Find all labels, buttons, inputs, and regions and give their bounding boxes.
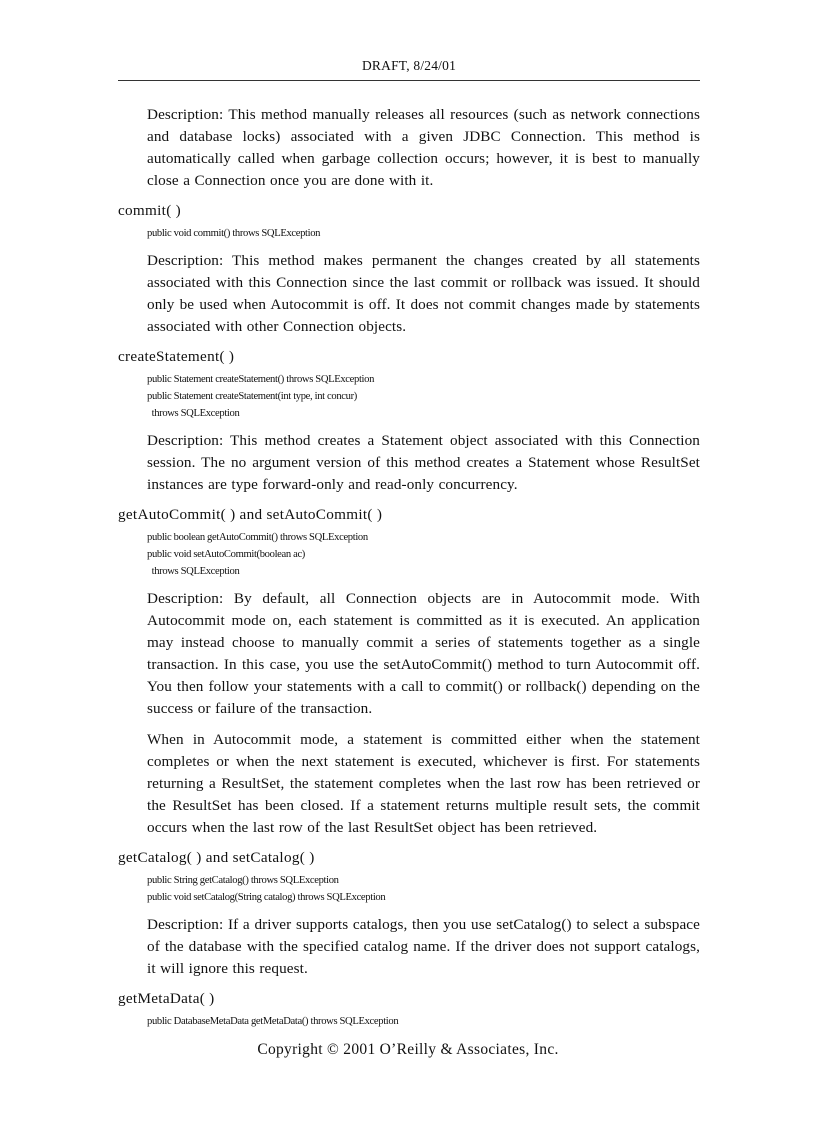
method-signature: public void commit() throws SQLException: [147, 228, 321, 239]
method-description: Description: If a driver supports catalogs, then you use setCatalog() to select a subspace of the database with the specified catalog name. If the driver does not support catalogs, it will ignore this request.: [147, 916, 700, 977]
intro-description: Description: This method manually releases all resources (such as network connections and database locks) associated with a given JDBC Connection. This method is automatically called when garbage collection occurs; however, it is best to manually close a Connection once you are done with it.: [147, 106, 700, 189]
method-getmetadata: [118, 989, 700, 1030]
method-name: getAutoCommit( ) and setAutoCommit( ): [118, 506, 383, 523]
page-header: DRAFT, 8/24/01: [118, 58, 700, 81]
method-signature: public void setAutoCommit(boolean ac): [147, 549, 305, 560]
page-body: [118, 104, 700, 1038]
method-signature: public String getCatalog() throws SQLException: [147, 875, 339, 886]
method-name: createStatement( ): [118, 348, 235, 365]
method-signature: throws SQLException: [147, 408, 240, 419]
method-signature: public boolean getAutoCommit() throws SQLException: [147, 532, 368, 543]
method-catalog: [118, 848, 700, 980]
method-description-continued: When in Autocommit mode, a statement is committed either when the statement completes or when the next statement is executed, whichever is first. For statements returning a ResultSet, the statement completes when the last row has been retrieved or the ResultSet has been closed. If a statement returns multiple result sets, the commit occurs when the last row of the last ResultSet object has been retrieved.: [147, 731, 700, 836]
method-signature: public void setCatalog(String catalog) throws SQLException: [147, 892, 386, 903]
method-signature: throws SQLException: [147, 566, 240, 577]
method-createstatement: [118, 347, 700, 496]
method-name: getMetaData( ): [118, 990, 215, 1007]
method-commit: [118, 201, 700, 338]
method-signature: public Statement createStatement(int type, int concur): [147, 391, 357, 402]
method-description: Description: This method creates a Statement object associated with this Connection session. The no argument version of this method creates a Statement whose ResultSet instances are type forward-only and read-only concurrency.: [147, 432, 700, 493]
method-description: Description: This method makes permanent the changes created by all statements associated with this Connection since the last commit or rollback was issued. It should only be used when Autocommit is off. It does not commit changes made by statements associated with other Connection objects.: [147, 252, 700, 335]
method-signature: public DatabaseMetaData getMetaData() throws SQLException: [147, 1016, 399, 1027]
page-footer: Copyright © 2001 O’Reilly & Associates, Inc.: [257, 1041, 559, 1058]
method-name: getCatalog( ) and setCatalog( ): [118, 849, 315, 866]
method-description: Description: By default, all Connection objects are in Autocommit mode. With Autocommit mode on, each statement is committed as it is executed. An application may instead choose to manually commit a series of statements together as a single transaction. In this case, you use the setAutoCommit() method to turn Autocommit off. You then follow your statements with a call to commit() or rollback() depending on the success or failure of the transaction.: [147, 590, 700, 717]
method-signature: public Statement createStatement() throws SQLException: [147, 374, 375, 385]
method-name: commit( ): [118, 202, 182, 219]
method-autocommit: [118, 505, 700, 839]
